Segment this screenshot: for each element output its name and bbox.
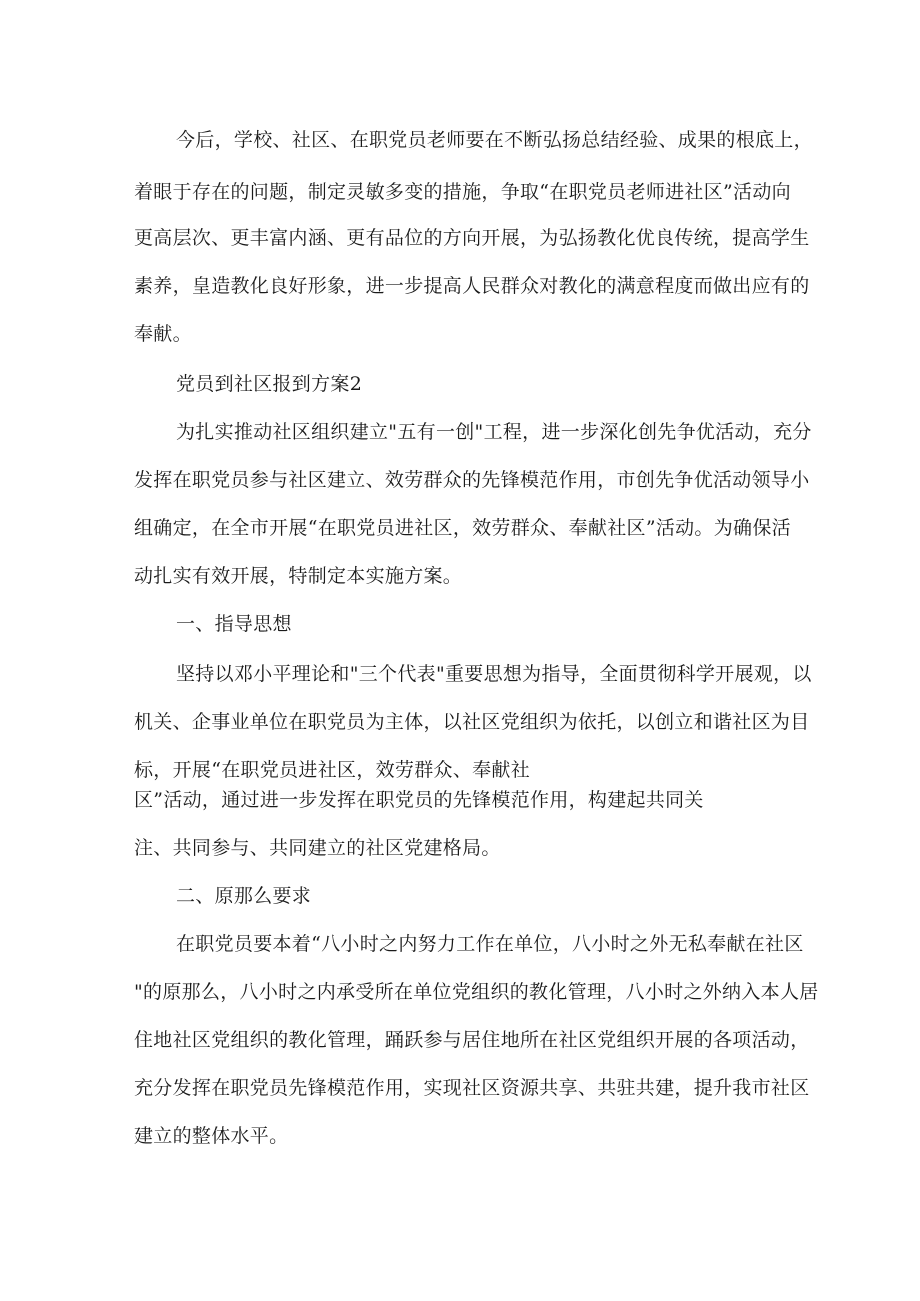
paragraph-line: 组确定，在全市开展“在职党员进社区，效劳群众、奉献社区”活动。为确保活	[134, 517, 791, 539]
paragraph-line: 标，开展“在职党员进社区，效劳群众、奉献社	[134, 759, 531, 781]
paragraph-line: 区”活动，通过进一步发挥在职党员的先锋模范作用，构建起共同关	[134, 789, 704, 811]
paragraph-line: 为扎实推动社区组织建立"五有一创"工程，进一步深化创先争优活动，充分	[176, 421, 812, 443]
paragraph-line: 建立的整体水平。	[134, 1125, 289, 1147]
paragraph-line: 发挥在职党员参与社区建立、效劳群众的先锋模范作用，市创先争优活动领导小	[134, 469, 810, 491]
paragraph-line: "的原那么，八小时之内承受所在单位党组织的教化管理，八小时之外纳入本人居	[134, 981, 819, 1003]
paragraph-line: 在职党员要本着“八小时之内努力工作在单位，八小时之外无私奉献在社区	[176, 933, 804, 955]
paragraph-line: 充分发挥在职党员先锋模范作用，实现社区资源共享、共驻共建，提升我市社区	[134, 1077, 810, 1099]
paragraph-line: 奉献。	[134, 323, 192, 345]
paragraph-line: 注、共同参与、共同建立的社区党建格局。	[134, 837, 501, 859]
paragraph-line: 更高层次、更丰富内涵、更有品位的方向开展，为弘扬教化优良传统，提高学生	[134, 227, 810, 249]
paragraph-line: 坚持以邓小平理论和"三个代表"重要思想为指导，全面贯彻科学开展观，以	[176, 663, 812, 685]
paragraph-line: 着眼于存在的问题，制定灵敏多变的措施，争取“在职党员老师进社区”活动向	[134, 181, 791, 203]
section-heading: 党员到社区报到方案2	[176, 373, 363, 395]
section-heading: 一、指导思想	[176, 613, 292, 635]
paragraph-line: 机关、企事业单位在职党员为主体，以社区党组织为依托，以创立和谐社区为目	[134, 711, 810, 733]
paragraph-line: 住地社区党组织的教化管理，踊跃参与居住地所在社区党组织开展的各项活动，	[134, 1029, 810, 1051]
paragraph-line: 素养，皇造教化良好形象，进一步提高人民群众对教化的满意程度而做出应有的	[134, 275, 810, 297]
paragraph-line: 今后，学校、社区、在职党员老师要在不断弘扬总结经验、成果的根底上，	[176, 129, 813, 151]
paragraph-line: 动扎实有效开展，特制定本实施方案。	[134, 565, 463, 587]
section-heading: 二、原那么要求	[176, 885, 312, 907]
